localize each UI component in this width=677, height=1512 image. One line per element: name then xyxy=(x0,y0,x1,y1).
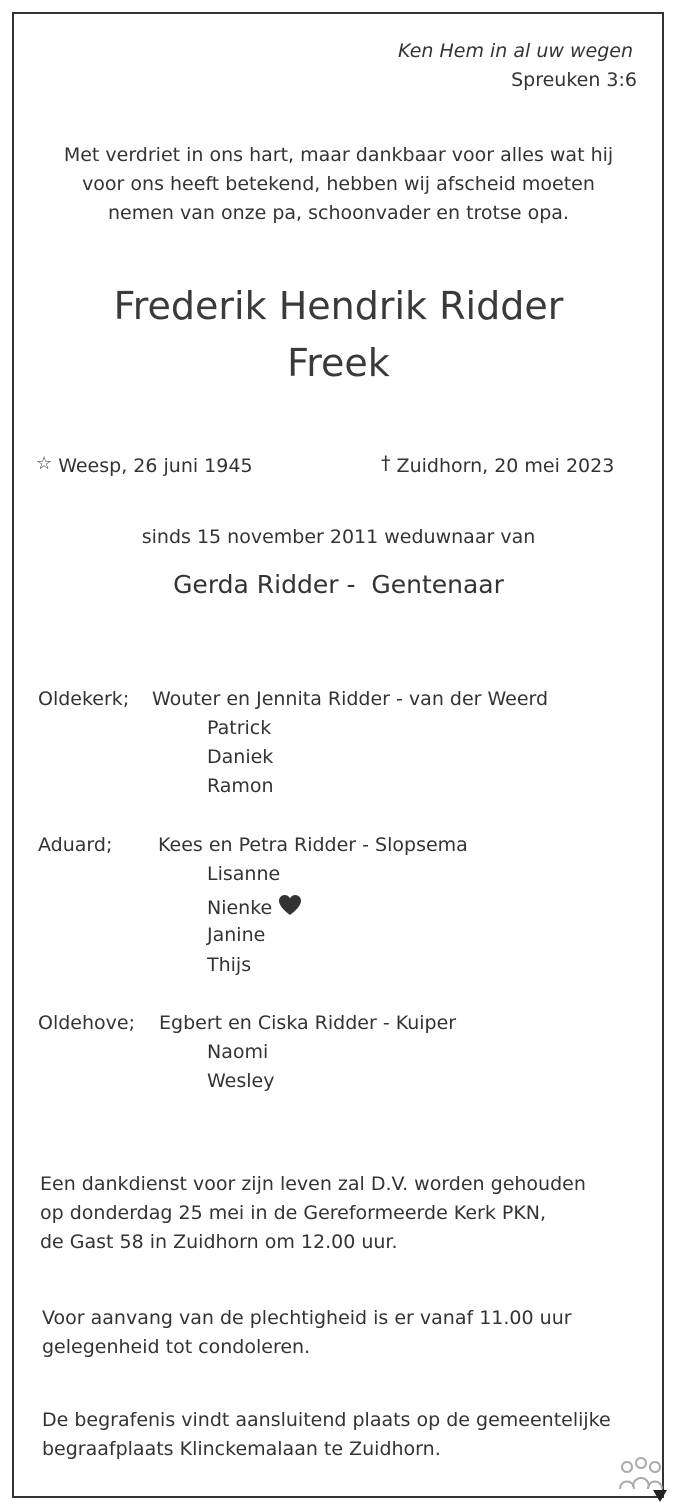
arrow-down-icon[interactable] xyxy=(653,1490,667,1502)
grandchild-row xyxy=(207,894,302,919)
notice-border xyxy=(12,12,664,1498)
death-info xyxy=(381,452,615,477)
cross-icon: † xyxy=(381,452,391,474)
intro-text xyxy=(0,141,677,228)
intro-line-1: Met verdriet in ons hart, maar dankbaar voor alles wat hij xyxy=(63,144,614,166)
deceased-nickname: Freek xyxy=(287,341,390,385)
spouse-name: Gerda Ridder - Gentenaar xyxy=(173,570,504,599)
people-logo-icon xyxy=(617,1455,665,1495)
condolence-paragraph xyxy=(42,1304,642,1362)
condolence-line-1: Voor aanvang van de plechtigheid is er vanaf 11.00 uur xyxy=(42,1307,572,1329)
family-parents: Egbert en Ciska Ridder - Kuiper xyxy=(159,1012,457,1034)
birth-info xyxy=(36,455,253,477)
heart-icon xyxy=(278,894,302,916)
family-place: Oldehove; xyxy=(38,1012,135,1034)
grandchild-name: Naomi xyxy=(207,1041,269,1063)
intro-line-2: voor ons heeft betekend, hebben wij afscheid moeten xyxy=(82,173,595,195)
grandchild-name: Thijs xyxy=(207,954,252,976)
intro-line-3: nemen van onze pa, schoonvader en trotse opa. xyxy=(108,202,569,224)
grandchild-name: Lisanne xyxy=(207,863,281,885)
grandchild-name: Wesley xyxy=(207,1070,275,1092)
star-icon: ☆ xyxy=(36,453,53,474)
verse-text: Ken Hem in al uw wegen xyxy=(397,40,633,62)
service-line-1: Een dankdienst voor zijn leven zal D.V. worden gehouden xyxy=(40,1173,586,1195)
burial-paragraph xyxy=(42,1406,642,1464)
family-parents: Wouter en Jennita Ridder - van der Weerd xyxy=(152,688,549,710)
service-line-2: op donderdag 25 mei in de Gereformeerde Kerk PKN, xyxy=(40,1202,547,1224)
death-text: Zuidhorn, 20 mei 2023 xyxy=(396,455,615,477)
condolence-line-2: gelegenheid tot condoleren. xyxy=(42,1336,311,1358)
widower-text: sinds 15 november 2011 weduwnaar van xyxy=(141,526,536,548)
burial-line-2: begraafplaats Klinckemalaan te Zuidhorn. xyxy=(42,1438,441,1460)
grandchild-name: Patrick xyxy=(207,717,272,739)
burial-line-1: De begrafenis vindt aansluitend plaats op de gemeentelijke xyxy=(42,1409,611,1431)
service-line-3: de Gast 58 in Zuidhorn om 12.00 uur. xyxy=(40,1231,398,1253)
grandchild-name: Janine xyxy=(207,924,266,946)
service-paragraph xyxy=(40,1170,640,1257)
grandchild-name: Ramon xyxy=(207,775,274,797)
birth-text: Weesp, 26 juni 1945 xyxy=(58,455,253,477)
verse-reference: Spreuken 3:6 xyxy=(511,69,637,91)
grandchild-name: Nienke xyxy=(207,897,273,919)
family-place: Oldekerk; xyxy=(38,688,130,710)
family-place: Aduard; xyxy=(38,834,113,856)
deceased-name-block xyxy=(0,278,677,392)
grandchild-name: Daniek xyxy=(207,746,274,768)
family-parents: Kees en Petra Ridder - Slopsema xyxy=(158,834,468,856)
deceased-full-name: Frederik Hendrik Ridder xyxy=(113,284,564,328)
